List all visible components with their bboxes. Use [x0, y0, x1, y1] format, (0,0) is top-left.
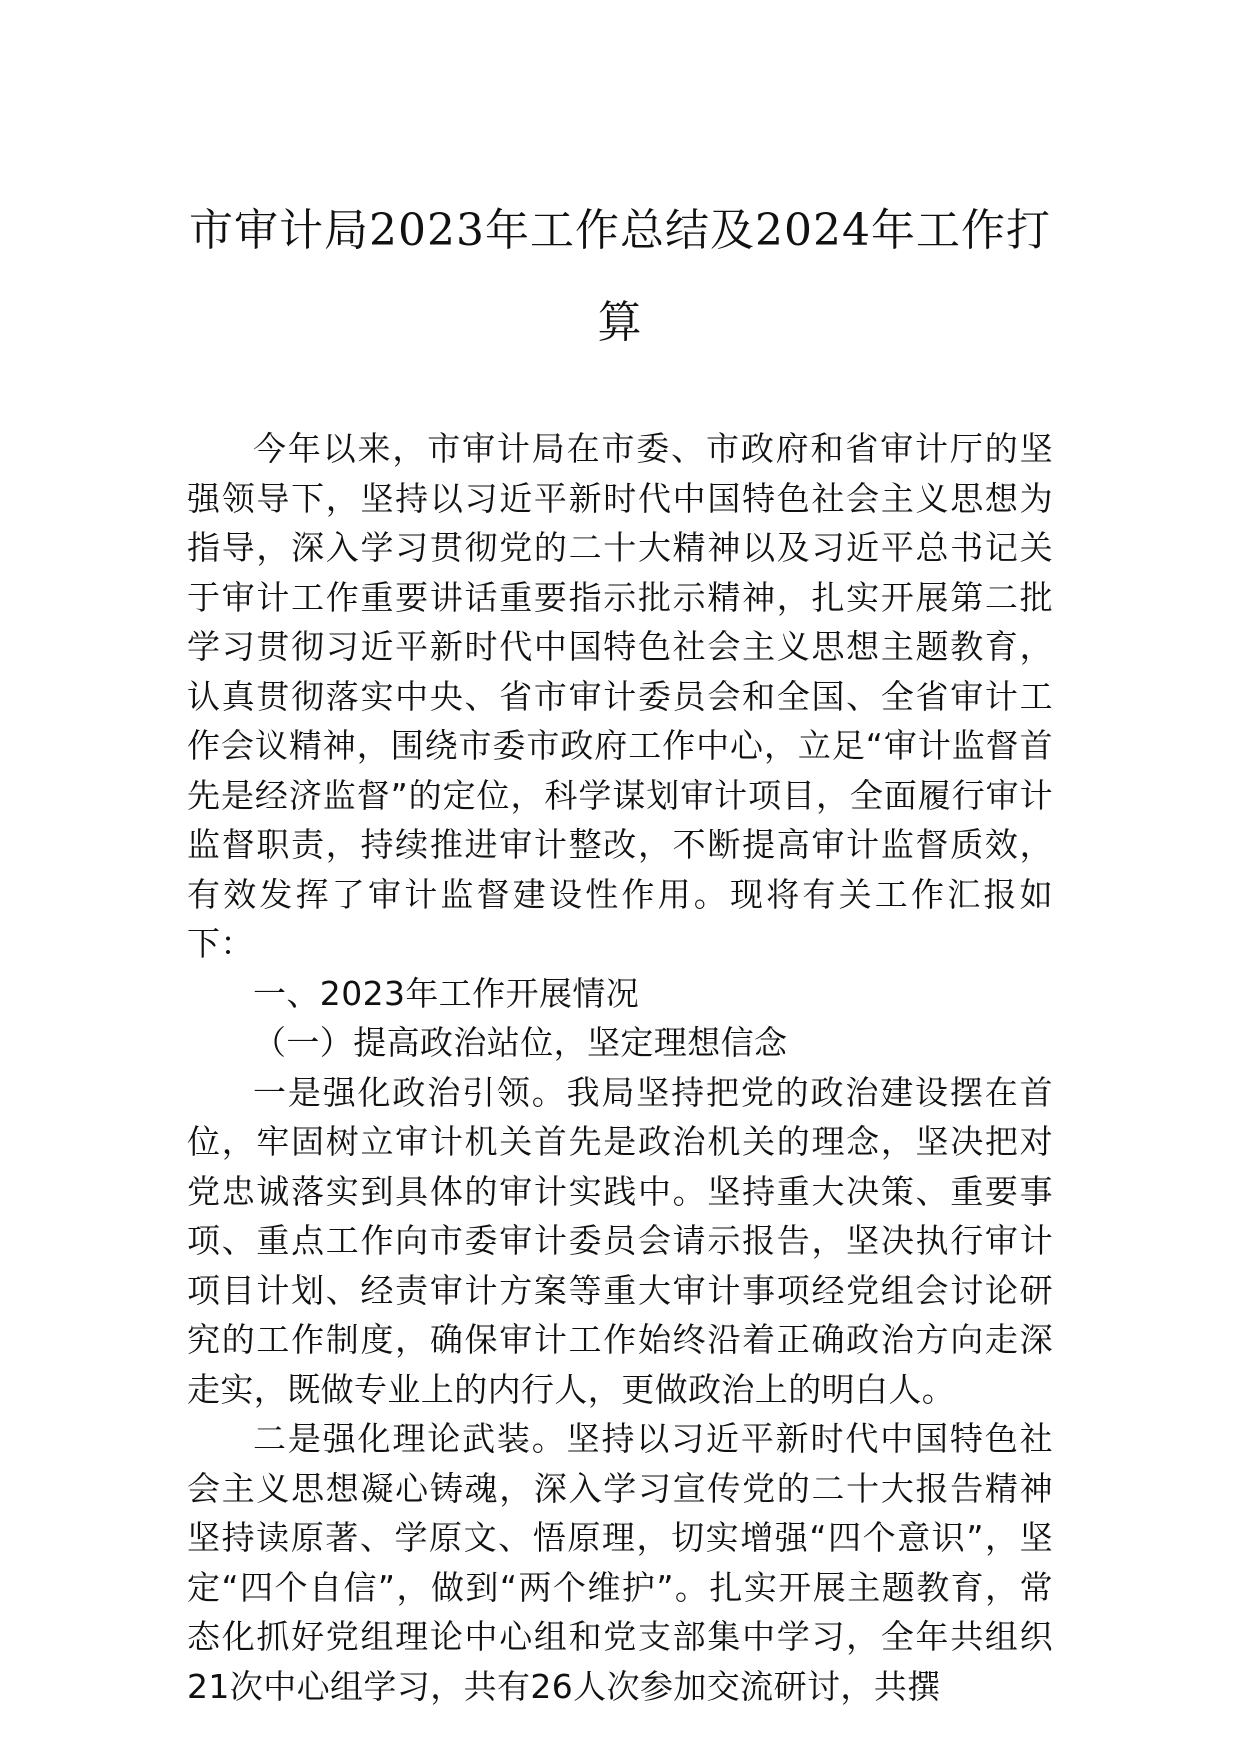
document-title: 市审计局2023年工作总结及2024年工作打算	[189, 205, 1051, 348]
intro-paragraph: 今年以来，市审计局在市委、市政府和省审计厅的坚强领导下，坚持以习近平新时代中国特色社会主义思想为指导，深入学习贯彻党的二十大精神以及习近平总书记关于审计工作重要讲话重要指示批示精神，扎实开展第二批学习贯彻习近平新时代中国特色社会主义思想主题教育，认真贯彻落实中央、省市审计委员会和全国、全省审计工作会议精神，围绕市委市政府工作中心，立足“审计监督首先是经济监督”的定位，科学谋划审计项目，全面履行审计监督职责，持续推进审计整改，不断提高审计监督质效，有效发挥了审计监督建设性作用。现将有关工作汇报如下：	[187, 429, 1053, 963]
body-paragraph-1: 一是强化政治引领。我局坚持把党的政治建设摆在首位，牢固树立审计机关首先是政治机关的理念，坚决把对党忠诚落实到具体的审计实践中。坚持重大决策、重要事项、重点工作向市委审计委员会请示报告，坚决执行审计项目计划、经责审计方案等重大审计事项经党组会讨论研究的工作制度，确保审计工作始终沿着正确政治方向走深走实，既做专业上的内行人，更做政治上的明白人。	[187, 1072, 1053, 1409]
body-paragraph-2: 二是强化理论武装。坚持以习近平新时代中国特色社会主义思想凝心铸魂，深入学习宣传党的二十大报告精神坚持读原著、学原文、悟原理，切实增强“四个意识”，坚定“四个自信”，做到“两个维护”。扎实开展主题教育，常态化抓好党组理论中心组和党支部集中学习，全年共组织21次中心组学习，共有26人次参加交流研讨，共撰	[187, 1419, 1053, 1706]
subsection-heading-1: （一）提高政治站位，坚定理想信念	[253, 1023, 788, 1062]
document-body	[187, 424, 1053, 1711]
section-heading-1: 一、2023年工作开展情况	[253, 973, 640, 1013]
